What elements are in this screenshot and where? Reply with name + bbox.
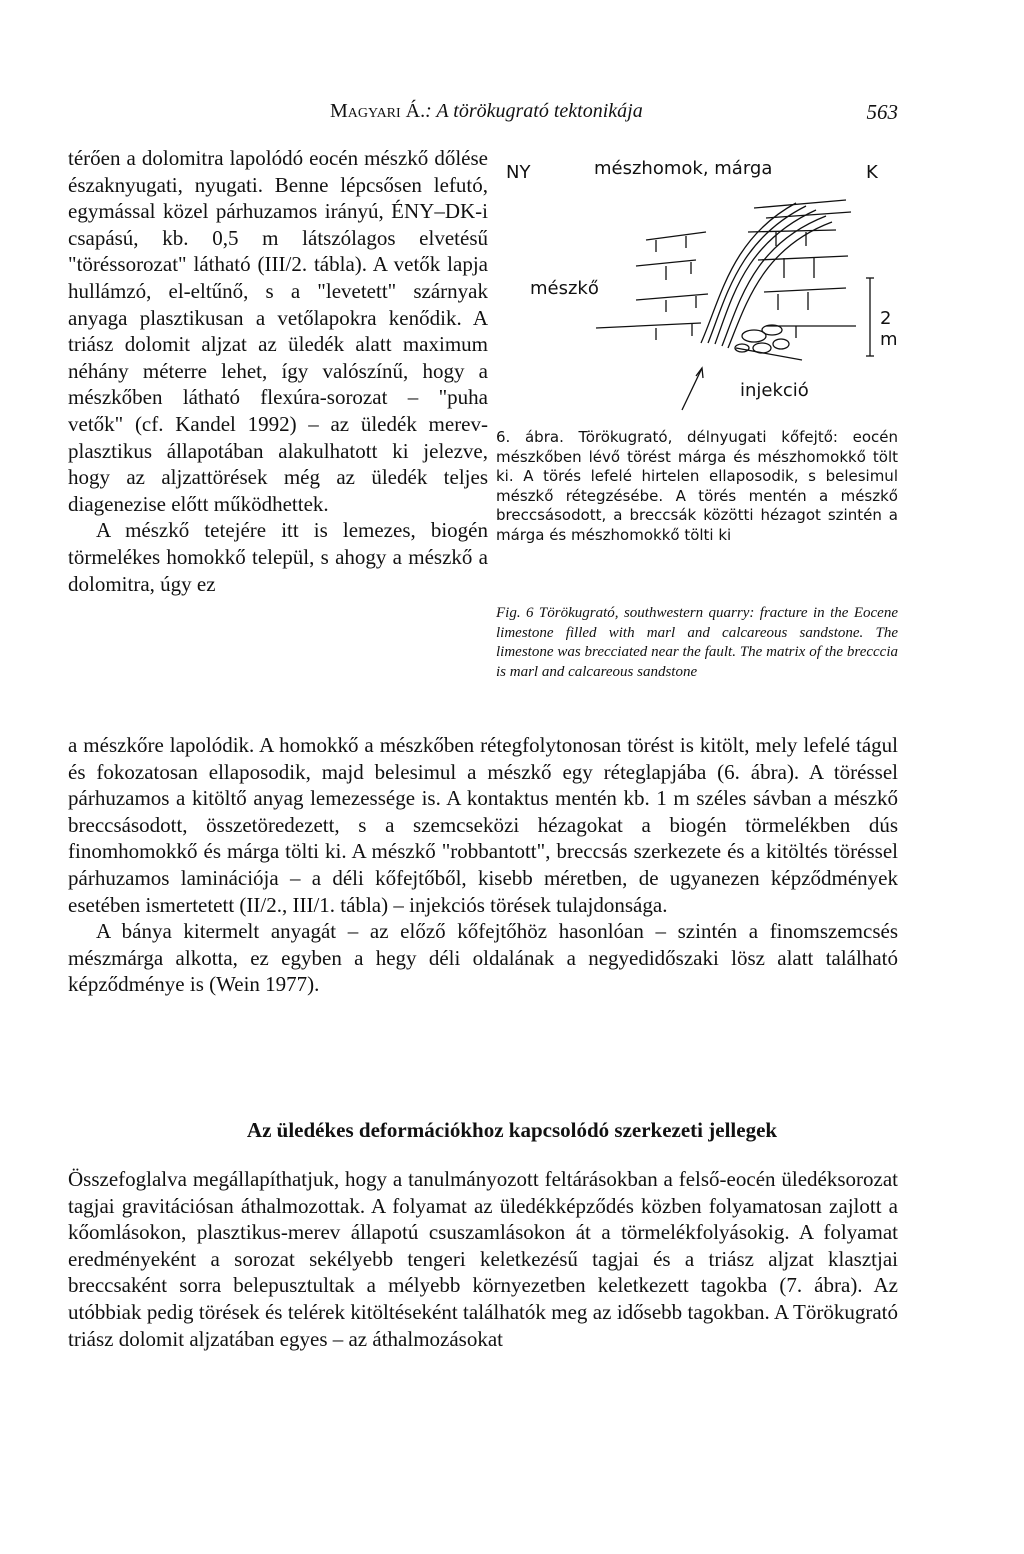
label-scale: 2 m bbox=[880, 308, 898, 350]
paragraph: Összefoglalva megállapíthatjuk, hogy a tanulmányozott feltárásokban a felső-eocén üledéksorozat tagjai gravitációsan áthalmozottak. A folyamat az üledékképződés közben folyamatosan zajlott a kőomlásokon, plasztikus-merev állapotú csuszamlásokon át a törmelékfolyásokig. A folyamat eredményeként a sorozat sekélyebb tengeri keletkezésű tagjai és a triász aljzat klasztjai breccsaként sorra belepusztultak a mélyebb környezetben keletkezett tagokba (7. ábra). Az utóbbiak pedig törések és telérek kitöltéseként találhatók meg az idősebb tagokban. A Törökugrató triász dolomit aljzatában egyes – az áthalmozásokat bbox=[68, 1167, 898, 1351]
label-injekcio: injekció bbox=[740, 380, 809, 401]
label-ny: NY bbox=[506, 162, 531, 183]
label-meszhomok-marga: mészhomok, márga bbox=[594, 158, 773, 179]
section-heading: Az üledékes deformációkhoz kapcsolódó szerkezeti jellegek bbox=[246, 1118, 778, 1142]
full-width-text-2 bbox=[68, 1166, 898, 1352]
running-header bbox=[0, 100, 1024, 130]
paragraph: a mészkőre lapolódik. A homokkő a mészkőben rétegfolytonosan törést is kitölt, mely lefelé tágul és fokozatosan ellaposodik, majd belesimul a mészkő egy réteglapjába (6. ábra). A töréssel párhuzamos a kitöltő anyag lemezessége is. A kontaktus mentén kb. 1 m széles sávban a mészkő breccsásodott, összetöredezett, s a szemcseközi hézagokat a biogén törmelékben dús finomhomokkő és márga tölti ki. A mészkő "robbantott", breccsás szerkezete és a kitöltés töréssel párhuzamos laminációja – a déli kőfejtőből, kisebb méretben, de ugyanezen képződmények esetében ismertetett (II/2., III/1. tábla) – injekciós törések tulajdonsága. bbox=[68, 733, 898, 917]
left-column-text bbox=[68, 145, 488, 597]
figure-caption-hungarian: 6. ábra. Törökugrató, délnyugati kőfejtő: eocén mészkőben lévő törést márga és mészhomokkő tölt ki. A törés lefelé hirtelen ellaposodik, s belesimul mészkő rétegzésébe. A törés mentén a mészkő breccsásodott, a breccsák közötti hézagot szintén a márga és mészhomokkő tölti ki bbox=[496, 428, 898, 544]
full-width-text-1 bbox=[68, 732, 898, 998]
running-title: Magyari Á.: A törökugrató tektonikája bbox=[330, 100, 643, 122]
page-number: 563 bbox=[866, 100, 898, 124]
paragraph: A bánya kitermelt anyagát – az előző kőfejtőhöz hasonlóan – szintén a finomszemcsés mészmárga alkotta, ez egyben a hegy déli oldalának a negyedidőszaki lösz alatt található képződménye is (Wein 1977). bbox=[68, 919, 898, 997]
paragraph: A mészkő tetejére itt is lemezes, biogén törmelékes homokkő települ, s ahogy a mészkő a dolomitra, úgy ez bbox=[68, 518, 488, 596]
label-meszko: mészkő bbox=[530, 278, 599, 299]
figure-6-cross-section bbox=[496, 148, 906, 428]
figure-caption-english: Fig. 6 Törökugrató, southwestern quarry: fracture in the Eocene limestone filled with marl and calcareous sandstone. The limestone was brecciated near the fault. The matrix of the brecccia is marl and calcareous sandstone bbox=[496, 605, 898, 680]
paragraph: térően a dolomitra lapolódó eocén mészkő dőlése északnyugati, nyugati. Benne lépcsősen lefutó, egymással közel párhuzamos irányú, ÉNY–DK-i csapású, kb. 0,5 m látszólagos elvetésű "töréssorozat" látható (III/2. tábla). A vetők lapja hullámzó, el-eltűnő, s a "levetett" szárnyak anyaga plasztikusan a vetőlapokra kenődik. A triász dolomit aljzat az üledék alatt maximum néhány méterre lehet, így valószínű, hogy a mészkőben látható flexúra-sorozat – "puha vetők" (cf. Kandel 1992) – az üledék merev-plasztikus állapotában alakulhatott ki jelezve, hogy az aljzattörések még az üledék teljes diagenezise előtt működhettek. bbox=[68, 146, 488, 516]
label-k: K bbox=[866, 162, 878, 183]
